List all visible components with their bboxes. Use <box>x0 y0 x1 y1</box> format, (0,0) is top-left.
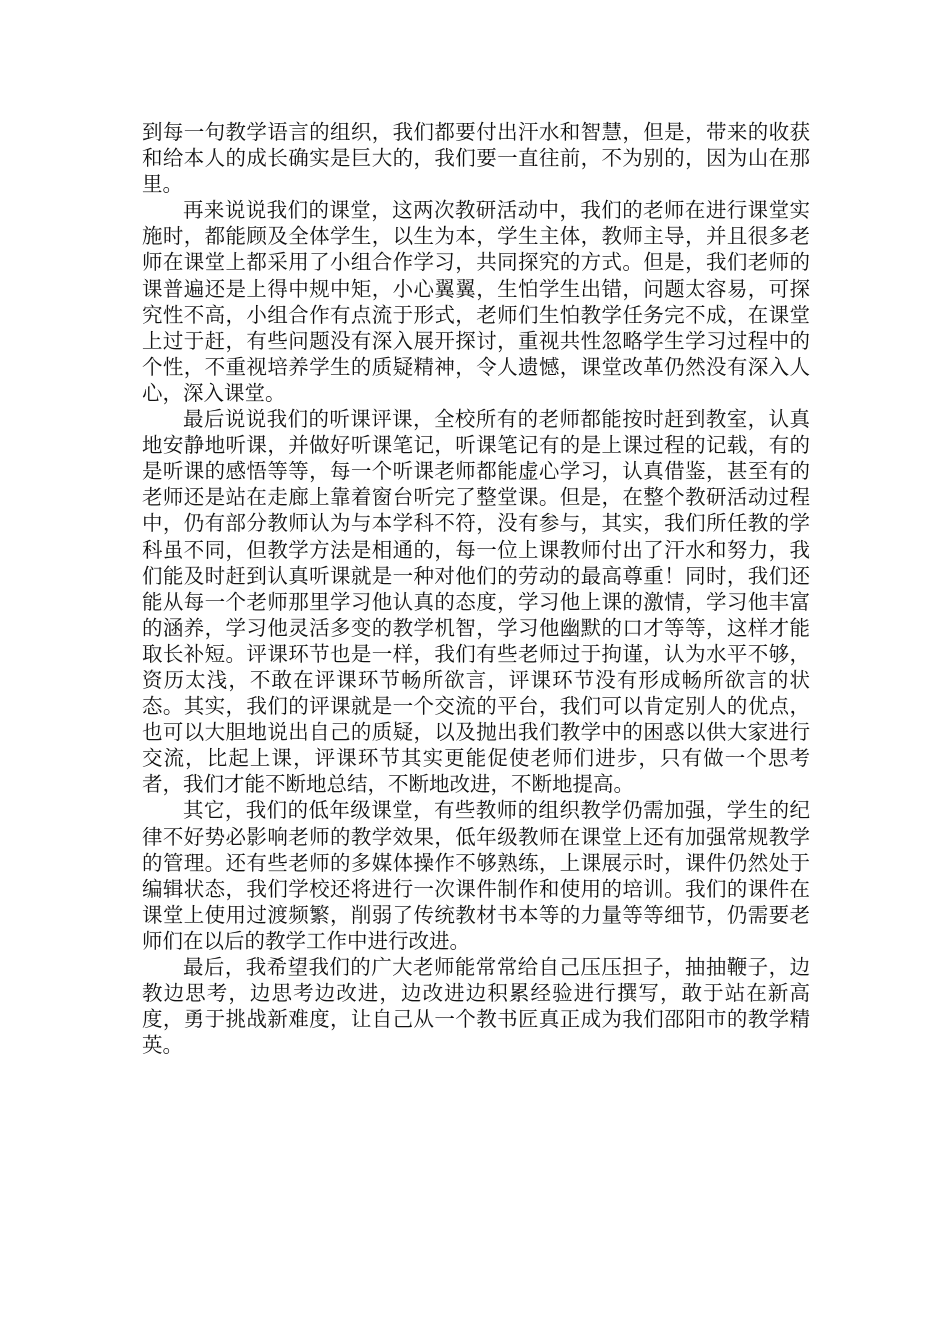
paragraph-classroom: 再来说说我们的课堂，这两次教研活动中，我们的老师在进行课堂实施时，都能顾及全体学生，以生为本，学生主体，教师主导，并且很多老师在课堂上都采用了小组合作学习，共同探究的方式。但是，我们老师的课普遍还是上得中规中矩，小心翼翼，生怕学生出错，问题太容易，可探究性不高，小组合作有点流于形式，老师们生怕教学任务完不成，在课堂上过于赶，有些问题没有深入展开探讨，重视共性忽略学生学习过程中的个性，不重视培养学生的质疑精神，令人遗憾，课堂改革仍然没有深入人心，深入课堂。 <box>142 198 810 405</box>
paragraph-other-issues: 其它，我们的低年级课堂，有些教师的组织教学仍需加强，学生的纪律不好势必影响老师的教学效果，低年级教师在课堂上还有加强常规教学的管理。还有些老师的多媒体操作不够熟练，上课展示时，课件仍然处于编辑状态，我们学校还将进行一次课件制作和使用的培训。我们的课件在课堂上使用过渡频繁，削弱了传统教材书本等的力量等等细节，仍需要老师们在以后的教学工作中进行改进。 <box>142 798 810 953</box>
document-body <box>142 119 810 1058</box>
paragraph-continuation: 到每一句教学语言的组织，我们都要付出汗水和智慧，但是，带来的收获和给本人的成长确实是巨大的，我们要一直往前，不为别的，因为山在那里。 <box>142 120 810 197</box>
paragraph-conclusion: 最后，我希望我们的广大老师能常常给自己压压担子，抽抽鞭子，边教边思考，边思考边改进，边改进边积累经验进行撰写，敢于站在新高度，勇于挑战新难度，让自己从一个教书匠真正成为我们邵阳市的教学精英。 <box>142 955 810 1058</box>
paragraph-lesson-evaluation: 最后说说我们的听课评课，全校所有的老师都能按时赶到教室，认真地安静地听课，并做好听课笔记，听课笔记有的是上课过程的记载，有的是听课的感悟等等，每一个听课老师都能虚心学习，认真借鉴，甚至有的老师还是站在走廊上靠着窗台听完了整堂课。但是，在整个教研活动过程中，仍有部分教师认为与本学科不符，没有参与，其实，我们所任教的学科虽不同，但教学方法是相通的，每一位上课教师付出了汗水和努力，我们能及时赶到认真听课就是一种对他们的劳动的最高尊重！同时，我们还能从每一个老师那里学习他认真的态度，学习他上课的激情，学习他丰富的涵养，学习他灵活多变的教学机智，学习他幽默的口才等等，这样才能取长补短。评课环节也是一样，我们有些老师过于拘谨，认为水平不够，资历太浅，不敢在评课环节畅所欲言，评课环节没有形成畅所欲言的状态。其实，我们的评课就是一个交流的平台，我们可以肯定别人的优点，也可以大胆地说出自己的质疑，以及抛出我们教学中的困惑以供大家进行交流，比起上课，评课环节其实更能促使老师们进步，只有做一个思考者，我们才能不断地总结，不断地改进，不断地提高。 <box>142 407 810 797</box>
